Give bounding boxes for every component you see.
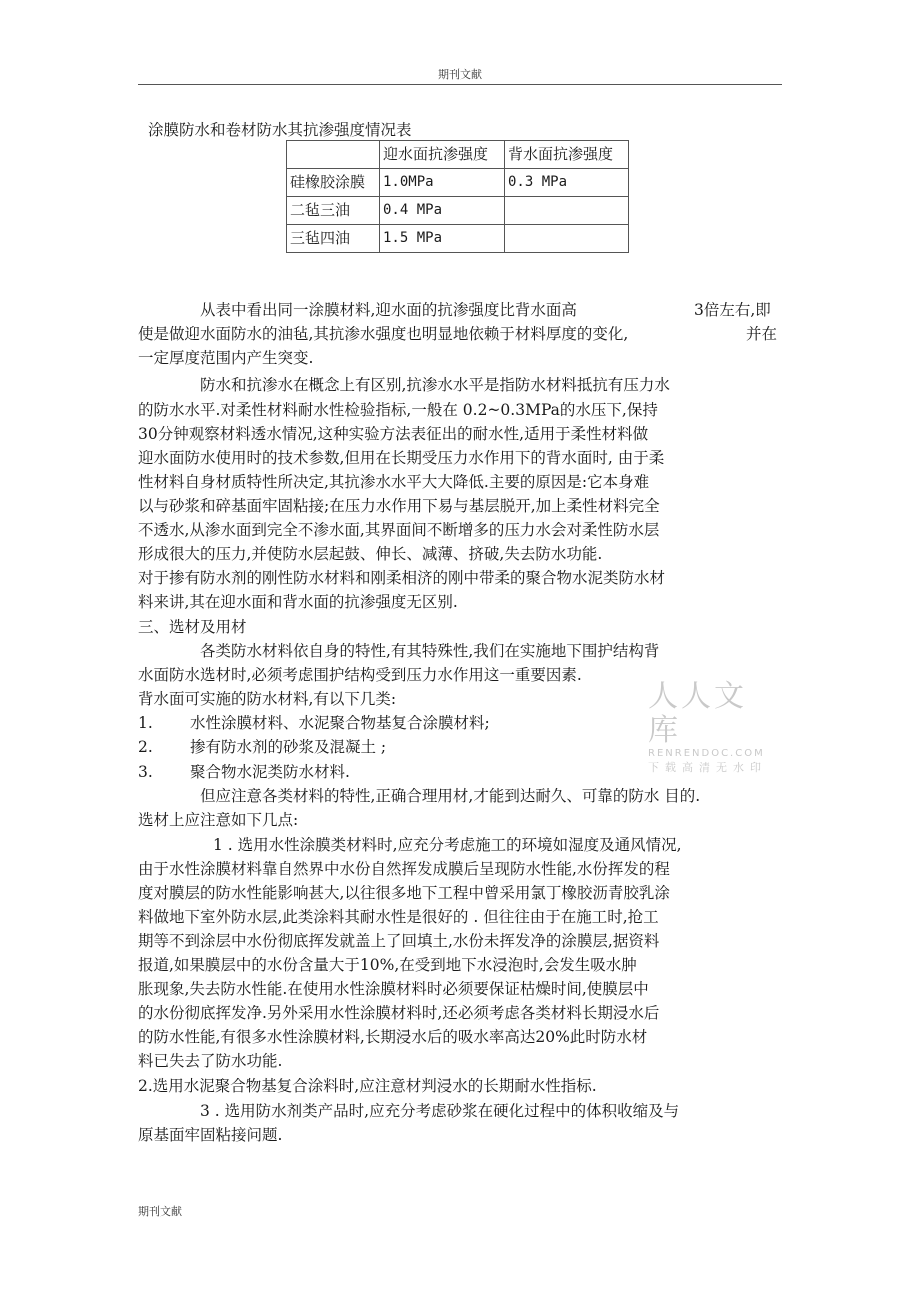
text-line: 原基面牢固粘接问题. <box>138 1126 283 1144</box>
table-header-cell: 背水面抗渗强度 <box>505 141 629 169</box>
text-line: 报道,如果膜层中的水份含量大于10%,在受到地下水浸泡时,会发生吸水肿 <box>138 956 637 974</box>
header-rule <box>138 84 782 85</box>
text-line: 期等不到涂层中水份彻底挥发就盖上了回填土,水份未挥发净的涂膜层,据资料 <box>138 932 660 950</box>
text-line: 一定厚度范围内产生突变. <box>138 349 314 367</box>
text-line: 使是做迎水面防水的油毡,其抗渗水强度也明显地依赖于材料厚度的变化, <box>138 325 629 343</box>
table-cell: 1.0MPa <box>380 169 505 197</box>
text-line: 形成很大的压力,并使防水层起鼓、伸长、减薄、挤破,失去防水功能. <box>138 545 603 563</box>
table-header-cell: 迎水面抗渗强度 <box>380 141 505 169</box>
text-line: 防水和抗渗水在概念上有区别,抗渗水水平是指防水材料抵抗有压力水 <box>200 376 670 394</box>
page-header: 期刊文献 <box>438 68 482 81</box>
text-line: 的防水性能,有很多水性涂膜材料,长期浸水后的吸水率高达20%此时防水材 <box>138 1028 648 1046</box>
table-header-row <box>287 141 629 169</box>
table-row <box>287 225 629 253</box>
table-cell: 硅橡胶涂膜 <box>287 169 380 197</box>
text-line: 背水面可实施的防水材料,有以下几类: <box>138 690 397 708</box>
table-cell <box>505 225 629 253</box>
watermark-domain: RENRENDOC.COM <box>648 748 765 759</box>
table-cell: 三毡四油 <box>287 225 380 253</box>
table-cell: 0.3 MPa <box>505 169 629 197</box>
table-caption: 涂膜防水和卷材防水其抗渗强度情况表 <box>148 121 412 139</box>
watermark-slogan: 下载高清无水印 <box>648 761 767 774</box>
text-line: 度对膜层的防水性能影响甚大,以往很多地下工程中曾采用氯丁橡胶沥青胶乳涂 <box>138 884 670 902</box>
table-cell <box>505 197 629 225</box>
text-line: 的防水水平.对柔性材料耐水性检验指标,一般在 0.2~0.3MPa的水压下,保持 <box>138 401 658 419</box>
text-line: 性材料自身材质特性所决定,其抗渗水水平大大降低.主要的原因是:它本身难 <box>138 473 650 491</box>
list-item: 聚合物水泥类防水材料. <box>190 763 350 781</box>
text-line: 以与砂浆和碎基面牢固粘接;在压力水作用下易与基层脱开,加上柔性材料完全 <box>138 497 660 515</box>
list-marker: 1. <box>138 714 153 732</box>
table-cell: 0.4 MPa <box>380 197 505 225</box>
text-line: 不透水,从渗水面到完全不渗水面,其界面间不断增多的压力水会对柔性防水层 <box>138 521 660 539</box>
table-row <box>287 169 629 197</box>
list-item: 水性涂膜材料、水泥聚合物基复合涂膜材料; <box>190 714 490 732</box>
table-cell: 二毡三油 <box>287 197 380 225</box>
text-line: 3倍左右,即 <box>694 301 771 319</box>
watermark <box>648 680 778 776</box>
table-header-cell <box>287 141 380 169</box>
table-cell: 1.5 MPa <box>380 225 505 253</box>
text-line: 对于掺有防水剂的刚性防水材料和刚柔相济的刚中带柔的聚合物水泥类防水材 <box>138 569 666 587</box>
impermeability-table <box>286 140 629 253</box>
text-line: 2.选用水泥聚合物基复合涂料时,应注意材判浸水的长期耐水性指标. <box>138 1077 597 1095</box>
text-line: 1 . 选用水性涂膜类材料时,应充分考虑施工的环境如湿度及通风情况, <box>213 836 682 854</box>
text-line: 的水份彻底挥发净.另外采用水性涂膜材料时,还必须考虑各类材料长期浸水后 <box>138 1004 660 1022</box>
text-line: 并在 <box>746 325 778 343</box>
watermark-logo: 人人文库 <box>648 679 747 748</box>
list-marker: 2. <box>138 738 153 756</box>
text-line: 30分钟观察材料透水情况,这种实验方法表征出的耐水性,适用于柔性材料做 <box>138 425 649 443</box>
text-line: 料来讲,其在迎水面和背水面的抗渗强度无区别. <box>138 593 458 611</box>
text-line: 从表中看出同一涂膜材料,迎水面的抗渗强度比背水面高 <box>200 301 577 319</box>
text-line: 3 . 选用防水剂类产品时,应充分考虑砂浆在硬化过程中的体积收缩及与 <box>200 1102 680 1120</box>
text-line: 料做地下室外防水层,此类涂料其耐水性是很好的 . 但往往由于在施工时,抢工 <box>138 908 659 926</box>
text-line: 料已失去了防水功能. <box>138 1052 283 1070</box>
text-line: 由于水性涂膜材料靠自然界中水份自然挥发成膜后呈现防水性能,水份挥发的程 <box>138 860 670 878</box>
text-line: 选材上应注意如下几点: <box>138 811 299 829</box>
list-marker: 3. <box>138 763 153 781</box>
table-row <box>287 197 629 225</box>
text-line: 但应注意各类材料的特性,正确合理用材,才能到达耐久、可靠的防水 目的. <box>200 787 701 805</box>
text-line: 胀现象,失去防水性能.在使用水性涂膜材料时必须要保证枯燥时间,使膜层中 <box>138 980 649 998</box>
page-footer: 期刊文献 <box>138 1205 182 1218</box>
text-line: 迎水面防水使用时的技术参数,但用在长期受压力水作用下的背水面时, 由于柔 <box>138 449 665 467</box>
text-line: 水面防水选材时,必须考虑围护结构受到压力水作用这一重要因素. <box>138 666 582 684</box>
list-item: 掺有防水剂的砂浆及混凝土 ; <box>190 738 387 756</box>
section-heading: 三、选材及用材 <box>138 618 247 636</box>
text-line: 各类防水材料依自身的特性,有其特殊性,我们在实施地下围护结构背 <box>200 642 660 660</box>
